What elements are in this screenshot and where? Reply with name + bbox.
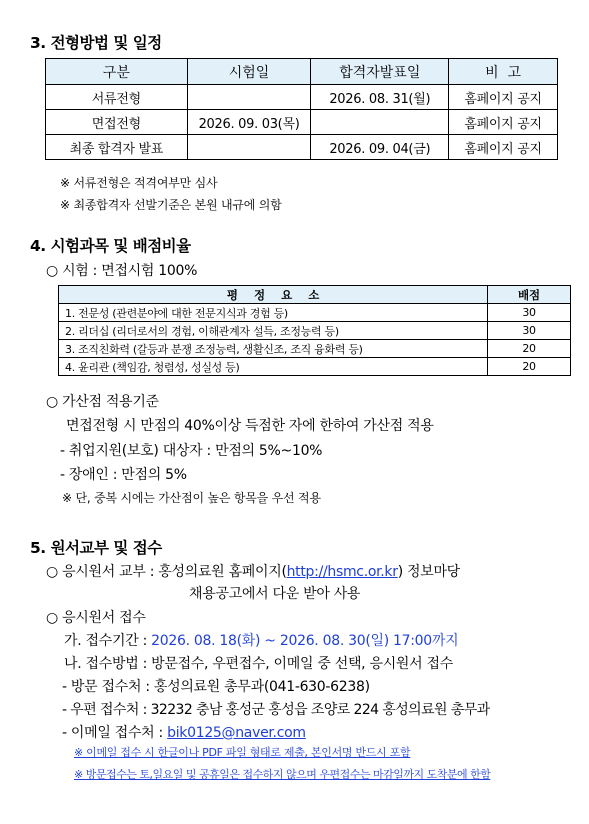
- table-cell: 홈페이지 공지: [449, 135, 558, 160]
- table-row: [59, 304, 571, 322]
- table-cell: 20: [488, 358, 571, 376]
- bonus-note: ※ 단, 중복 시에는 가산점이 높은 항목을 우선 적용: [62, 491, 321, 505]
- table-row: [46, 110, 558, 135]
- table-cell: 30: [488, 322, 571, 340]
- section3-note: ※ 최종합격자 선발기준은 본원 내규에 의함: [60, 198, 282, 212]
- application-issue-line: [46, 561, 460, 581]
- email-link[interactable]: bik0125@naver.com: [167, 725, 306, 741]
- receipt-period-label: 가. 접수기간 :: [64, 633, 152, 649]
- receipt-period: [64, 630, 458, 650]
- table-cell: [311, 110, 449, 135]
- schedule-header-cell: 시험일: [187, 59, 311, 85]
- table-cell: 2026. 09. 04(금): [311, 135, 449, 160]
- bonus-description: 면접전형 시 만점의 40%이상 득점한 자에 한하여 가산점 적용: [66, 418, 434, 434]
- section3-heading: 3. 전형방법 및 일정: [30, 34, 162, 52]
- schedule-header-cell: 구분: [46, 59, 188, 85]
- table-cell: 홈페이지 공지: [449, 110, 558, 135]
- table-row: [59, 340, 571, 358]
- table-cell: 2026. 08. 31(월): [311, 85, 449, 110]
- table-cell: 3. 조직친화력 (갈등과 분쟁 조정능력, 생활신조, 조직 융화력 등): [59, 340, 488, 358]
- table-cell: 면접전형: [46, 110, 188, 135]
- table-cell: 홈페이지 공지: [449, 85, 558, 110]
- table-cell: 최종 합격자 발표: [46, 135, 188, 160]
- email-note: ※ 이메일 접수 시 한글이나 PDF 파일 형태로 제출, 본인서명 반드시 포함: [74, 746, 411, 759]
- table-cell: 30: [488, 304, 571, 322]
- email-receipt: [62, 722, 306, 742]
- table-row: [59, 358, 571, 376]
- schedule-header-cell: 비 고: [449, 59, 558, 85]
- schedule-table: [45, 58, 558, 160]
- table-cell: [187, 135, 311, 160]
- scoring-header-row: [59, 286, 571, 304]
- email-receipt-label: - 이메일 접수처 :: [62, 725, 168, 741]
- application-issue-suffix: ) 정보마당: [397, 564, 460, 580]
- visit-receipt: - 방문 접수처 : 홍성의료원 총무과(041-630-6238): [62, 679, 370, 695]
- table-row: [46, 85, 558, 110]
- mail-receipt: - 우편 접수처 : 32232 충남 홍성군 홍성읍 조양로 224 홍성의료원 총무과: [62, 702, 490, 718]
- table-cell: 20: [488, 340, 571, 358]
- table-row: [59, 322, 571, 340]
- schedule-header-cell: 합격자발표일: [311, 59, 449, 85]
- application-issue-prefix: ○ 응시원서 교부 : 홍성의료원 홈페이지(: [46, 564, 287, 580]
- table-cell: [187, 85, 311, 110]
- application-issue-line2: 채용공고에서 다운 받아 사용: [189, 586, 361, 602]
- section5-heading: 5. 원서교부 및 접수: [30, 539, 162, 557]
- table-cell: 2026. 09. 03(목): [187, 110, 311, 135]
- receipt-title: ○ 응시원서 접수: [46, 610, 146, 626]
- visit-note: ※ 방문접수는 토,일요일 및 공휴일은 접수하지 않으며 우편접수는 마감일까지 도착분에 한함: [74, 768, 491, 781]
- table-row: [46, 135, 558, 160]
- schedule-header-row: [46, 59, 558, 85]
- bonus-item: - 장애인 : 만점의 5%: [60, 467, 187, 483]
- table-cell: 2. 리더십 (리더로서의 경험, 이해관계자 설득, 조정능력 등): [59, 322, 488, 340]
- bonus-item: - 취업지원(보호) 대상자 : 만점의 5%~10%: [60, 443, 323, 459]
- scoring-header-cell: 평 정 요 소: [59, 286, 488, 304]
- exam-line: ○ 시험 : 면접시험 100%: [46, 263, 198, 279]
- scoring-table: [58, 285, 571, 376]
- scoring-header-cell: 배점: [488, 286, 571, 304]
- receipt-period-value: 2026. 08. 18(화) ~ 2026. 08. 30(일) 17:00까지: [151, 633, 459, 649]
- table-cell: 4. 윤리관 (책임감, 청렴성, 성실성 등): [59, 358, 488, 376]
- bonus-title: ○ 가산점 적용기준: [46, 394, 159, 410]
- table-cell: 서류전형: [46, 85, 188, 110]
- table-cell: 1. 전문성 (관련분야에 대한 전문지식과 경험 등): [59, 304, 488, 322]
- section3-note: ※ 서류전형은 적격여부만 심사: [60, 176, 218, 190]
- section4-heading: 4. 시험과목 및 배점비율: [30, 237, 191, 255]
- homepage-link[interactable]: http://hsmc.or.kr: [286, 564, 398, 580]
- receipt-method: 나. 접수방법 : 방문접수, 우편접수, 이메일 중 선택, 응시원서 접수: [64, 656, 453, 672]
